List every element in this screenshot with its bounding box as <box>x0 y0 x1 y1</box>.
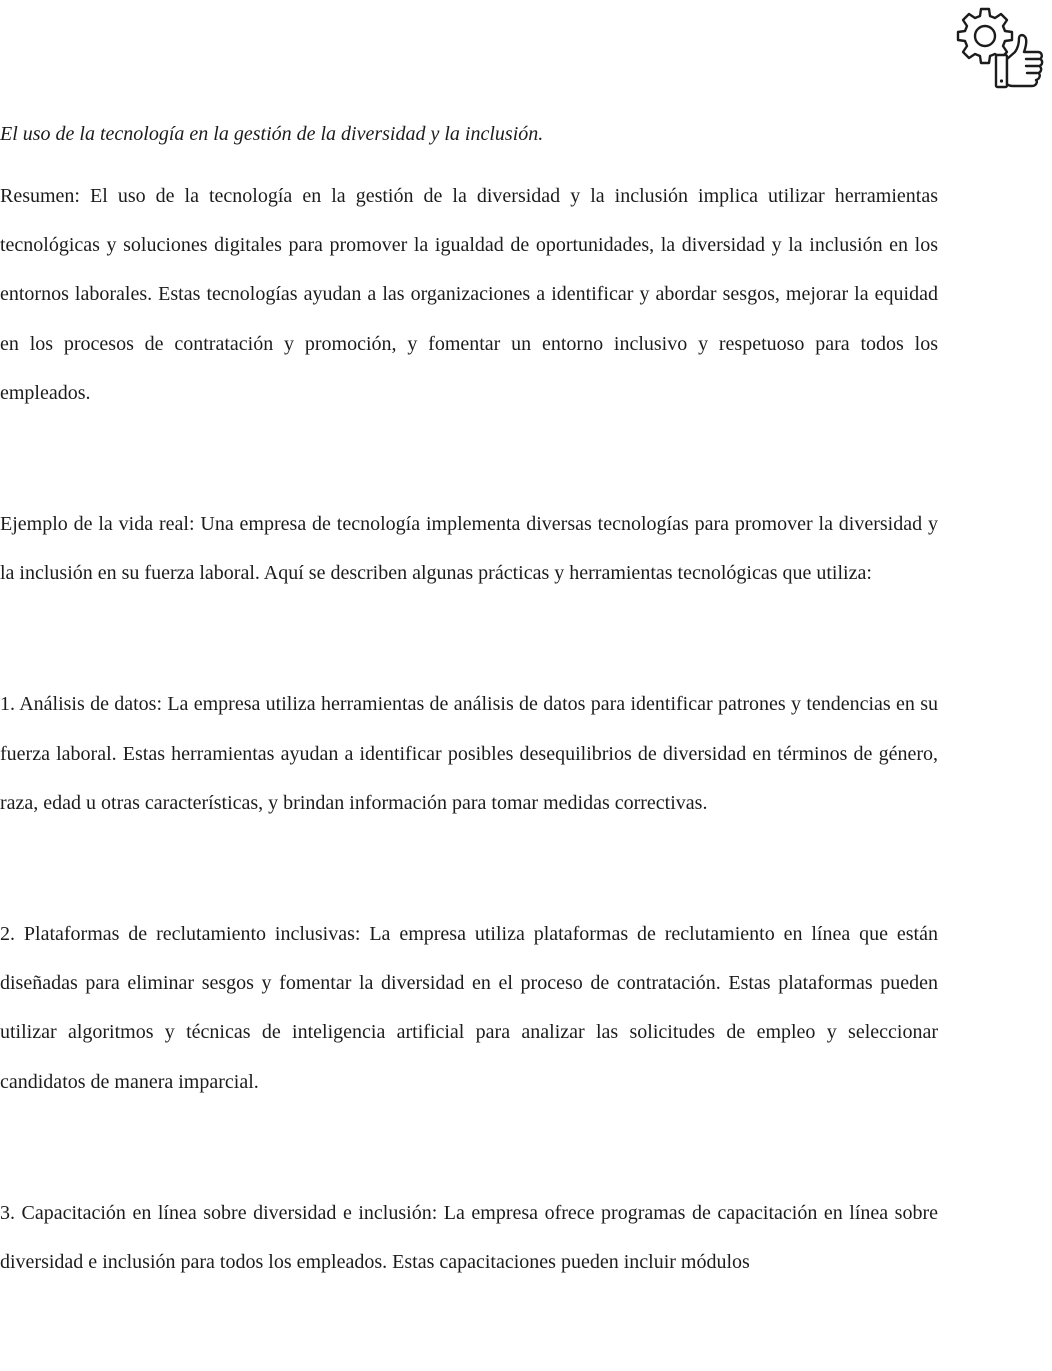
gear-thumbs-up-icon <box>955 5 1047 93</box>
list-item-online-training: 3. Capacitación en línea sobre diversidad e inclusión: La empresa ofrece programas de capacitación en línea sobre diversidad e inclusión para todos los empleados. Estas capacitaciones pueden incluir módulos <box>0 1201 938 1274</box>
list-item-data-analysis: 1. Análisis de datos: La empresa utiliza herramientas de análisis de datos para identificar patrones y tendencias en su fuerza laboral. Estas herramientas ayudan a identificar posibles desequilibrios de diversidad en términos de género, raza, edad u otras características, y brindan información para tomar medidas correctivas. <box>0 693 938 814</box>
document-body <box>0 112 938 1287</box>
example-paragraph: Ejemplo de la vida real: Una empresa de tecnología implementa diversas tecnologías para promover la diversidad y la inclusión en su fuerza laboral. Aquí se describen algunas prácticas y herramientas tecnológicas que utiliza: <box>0 513 938 585</box>
list-item-recruitment-platforms: 2. Plataformas de reclutamiento inclusivas: La empresa utiliza plataformas de reclutamiento en línea que están diseñadas para eliminar sesgos y fomentar la diversidad en el proceso de contratación. Estas plataformas pueden utilizar algoritmos y técnicas de inteligencia artificial para analizar las solicitudes de empleo y seleccionar candidatos de manera imparcial. <box>0 923 938 1093</box>
summary-paragraph: Resumen: El uso de la tecnología en la gestión de la diversidad y la inclusión implica utilizar herramientas tecnológicas y soluciones digitales para promover la igualdad de oportunidades, la diversidad y la inclusión en los entornos laborales. Estas tecnologías ayudan a las organizaciones a identificar y abordar sesgos, mejorar la equidad en los procesos de contratación y promoción, y fomentar un entorno inclusivo y respetuoso para todos los empleados. <box>0 185 938 404</box>
document-title: El uso de la tecnología en la gestión de la diversidad y la inclusión. <box>0 123 544 145</box>
